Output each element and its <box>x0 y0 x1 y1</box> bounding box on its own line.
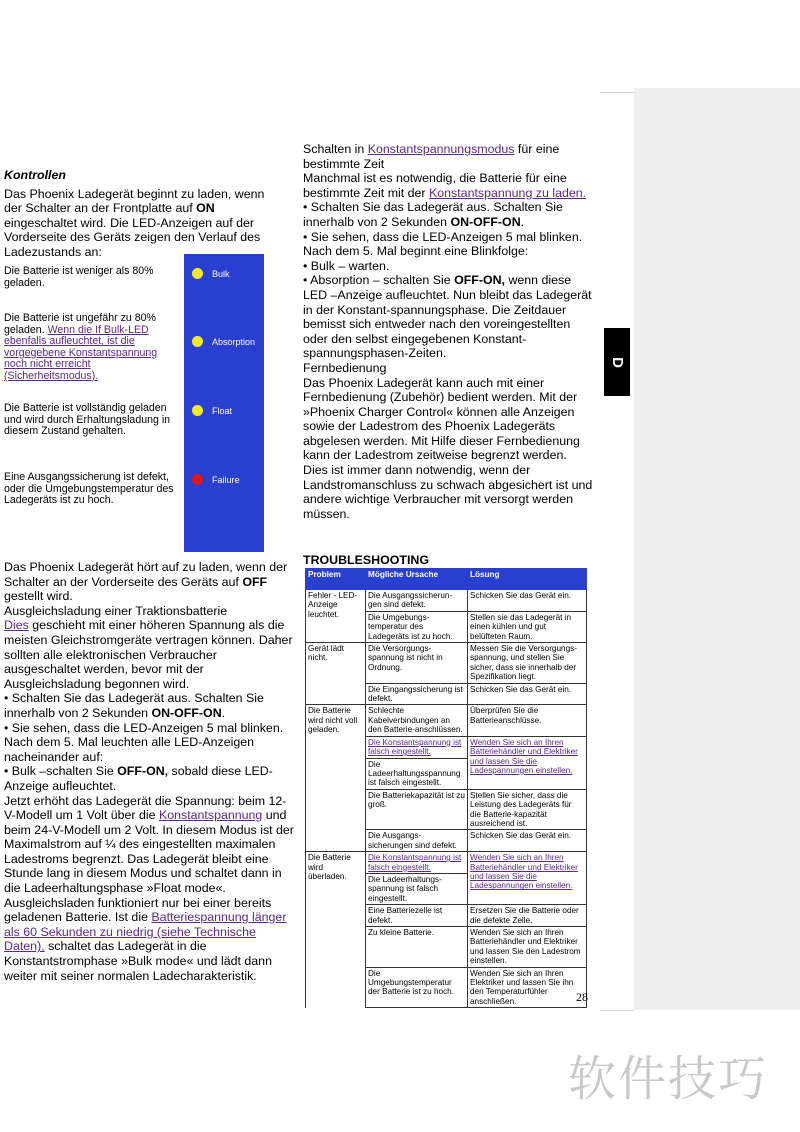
led-absorption-icon <box>192 336 203 347</box>
text: • Schalten Sie das Ladegerät aus. Schalten Sie innerhalb von 2 Sekunden <box>303 200 563 229</box>
cause-cell: Schlechte Kabelverbindungen an den Batterie-anschlüssen. <box>366 705 468 736</box>
off-on-keyword: OFF-ON, <box>117 764 169 779</box>
status-failure-text: Eine Ausgangssicherung ist defekt, oder die Umgebungstemperatur des Ladegeräts ist zu hoch. <box>4 471 174 507</box>
cause-cell: Die Ausgangssicherun-gen sind defekt. <box>366 590 468 612</box>
bullet <box>303 273 593 361</box>
page-edge-line <box>600 92 634 93</box>
bullet: • Sie sehen, dass die LED-Anzeigen 5 mal blinken. Nach dem 5. Mal leuchten alle LED-Anzeigen nacheinander auf: <box>4 720 284 764</box>
text: geschieht mit einer höheren Spannung als die meisten Gleichstromgeräte vertragen können. Daher sollten alle elektronischen Verbraucher ausgeschaltet werden, bevor mit der Ausgleichsladung begonnen wird. <box>4 618 293 691</box>
led-indicator-panel <box>184 254 264 552</box>
text: Manchmal ist es notwendig, die Batterie für eine bestimmte Zeit mit der <box>303 171 567 200</box>
text: und beim 24-V-Modell um 2 Volt. In diesem Modus ist der Maximalstrom auf ¼ des eingestellten maximalen Ladestroms begrenzt. Das Ladegerät bleibt eine Stunde lang in diesem Modus und schaltet dann in die Ladeerhaltungsphase »Float mode«. <box>4 808 294 896</box>
troubleshooting-table <box>305 568 587 1008</box>
cause-cell: Die Eingangssicherung ist defekt. <box>366 683 468 705</box>
cause-cell: Die Batteriekapazität ist zu groß. <box>366 789 468 830</box>
page-number: 28 <box>576 990 588 1004</box>
bullet <box>303 200 593 229</box>
cause-cell-link[interactable]: Die Konstantspannung ist falsch eingestellt. <box>366 736 468 758</box>
header-solution: Lösung <box>468 569 587 590</box>
off-keyword: OFF <box>242 574 268 589</box>
text: Jetzt erhöht das Ladegerät die Spannung: beim 12-V-Modell um 1 Volt über die <box>4 793 287 823</box>
led-failure-icon <box>192 474 203 485</box>
text: schaltet das Ladegerät in die Konstantstromphase »Bulk mode« und lädt dann weiter mit seiner normalen Ladecharakteristik. <box>4 939 272 983</box>
paragraph <box>303 142 593 171</box>
bullet: • Sie sehen, dass die LED-Anzeigen 5 mal blinken. Nach dem 5. Mal beginnt eine Blinkfolge: <box>303 229 583 259</box>
led-row-bulk <box>192 268 230 279</box>
solution-cell: Wenden Sie sich an Ihren Elektriker und lassen Sie ihn den Temperaturfühler anschließen. <box>468 967 587 1008</box>
problem-cell: Fehler - LED-Anzeige leuchtet. <box>306 590 366 643</box>
cause-cell: Die Ladeerhaltungs-spannung ist falsch eingestellt. <box>366 873 468 904</box>
solution-cell: Schicken Sie das Gerät ein. <box>468 590 587 612</box>
led-bulk-label: Bulk <box>212 268 230 279</box>
cause-cell-link[interactable]: Die Konstantspannung ist falsch eingestellt. <box>366 852 468 874</box>
text: . <box>221 705 226 720</box>
led-row-float <box>192 405 232 416</box>
solution-cell: Wenden Sie sich an Ihren Batteriehändler und Elektriker und lassen Sie den Ladestrom einstellen. <box>468 927 587 968</box>
cause-cell: Die Umgebungstemperatur der Batterie ist zu hoch. <box>366 967 468 1008</box>
status-bulk-text: Die Batterie ist weniger als 80% geladen. <box>4 265 154 289</box>
equalize-section <box>4 560 294 983</box>
watermark: 软件技巧 <box>568 1051 769 1107</box>
led-row-failure <box>192 474 240 485</box>
text: Das Phoenix Ladegerät hört auf zu laden, wenn der Schalter an der Vorderseite des Geräts auf <box>4 560 288 589</box>
konstantspannungsmodus-link[interactable]: Konstantspannungsmodus <box>367 142 515 156</box>
cause-cell: Die Ausgangs-sicherungen sind defekt. <box>366 830 468 852</box>
problem-cell: Gerät lädt nicht. <box>306 643 366 705</box>
cause-cell: Die Umgebungs-temperatur des Ladegeräts ist zu hoch. <box>366 611 468 642</box>
cause-cell: Die Ladeerhaltungsspannung ist falsch eingestellt. <box>366 758 468 789</box>
problem-cell: Die Batterie wird nicht voll geladen. <box>306 705 366 852</box>
on-off-on-keyword: ON-OFF-ON <box>151 705 222 720</box>
bullet: • Bulk – warten. <box>303 258 390 273</box>
section-tab-marker <box>604 328 630 396</box>
status-absorption-text <box>4 313 174 383</box>
header-cause: Mögliche Ursache <box>366 569 468 590</box>
solution-cell: Schicken Sie das Gerät ein. <box>468 830 587 852</box>
led-row-absorption <box>192 336 255 347</box>
text: wenn diese LED –Anzeige aufleuchtet. Nun bleibt das Ladegerät in der Konstant-spannungsphase. Die Zeitdauer bemisst sich entweder nach den voreingestellten oder den selbst eingegebenen Konstant-spannungsphasen-Zeiten. <box>303 273 592 361</box>
paragraph <box>4 618 294 691</box>
battery-voltage-link[interactable]: Batteriespannung länger als 60 Sekunden zu niedrig (siehe Technische Daten), <box>4 910 287 954</box>
solution-cell: Messen Sie die Versorgungs-spannung, und stellen Sie sicher, dass sie innerhalb der Spezifikation liegt. <box>468 643 587 684</box>
troubleshooting-title: TROUBLESHOOTING <box>303 553 429 567</box>
page-edge-line <box>600 1010 634 1011</box>
subheading: Fernbedienung <box>303 360 387 375</box>
led-float-label: Float <box>212 405 233 416</box>
cause-cell: Eine Batteriezelle ist defekt. <box>366 905 468 927</box>
text: für eine bestimmte Zeit <box>303 142 560 171</box>
intro-text-2: eingeschaltet wird. Die LED-Anzeigen auf der Vorderseite des Geräts zeigen den Verlauf des Ladezustands an: <box>4 215 261 259</box>
header-problem: Problem <box>306 569 366 590</box>
text: Schalten in <box>303 142 368 156</box>
status-absorption-plain: Die Batterie ist ungefähr zu 80% geladen. <box>4 312 156 336</box>
text: • Bulk –schalten Sie <box>4 764 118 779</box>
led-failure-label: Failure <box>212 474 240 485</box>
solution-cell: Stellen Sie sicher, dass die Leistung des Ladegeräts für die Batterie-kapazität ausreichend ist. <box>468 789 587 830</box>
dies-link[interactable]: Dies <box>4 618 29 633</box>
right-margin-panel <box>634 88 800 1010</box>
on-keyword: ON <box>196 201 215 216</box>
konstantspannung-link[interactable]: Konstantspannung <box>158 808 263 823</box>
status-absorption-link[interactable]: Wenn die If Bulk-LED ebenfalls aufleuchtet, ist die vorgegebene Konstantspannung noch nicht erreicht (Sicherheitsmodus). <box>4 323 158 382</box>
section-heading: Kontrollen <box>4 168 66 182</box>
cause-cell: Zu kleine Batterie. <box>366 927 468 968</box>
section-tab-letter: D <box>608 356 626 368</box>
paragraph: Das Phoenix Ladegerät kann auch mit einer Fernbedienung (Zubehör) bedient werden. Mit der »Phoenix Charger Control« können alle Anzeigen sowie der Ladestrom des Phoenix Ladegeräts abgelesen werden. Mit Hilfe dieser Fernbedienung kann der Ladestrom zeitweise begrenzt werden. Dies ist immer dann notwendig, wenn der Landstromanschluss zu schwach abgesichert ist und andere wichtige Verbraucher mit versorgt werden müssen. <box>303 375 593 521</box>
problem-cell: Die Batterie wird überladen. <box>306 852 366 1008</box>
text: Ausgleichsladen funktioniert nur bei einer bereits geladenen Batterie. Ist die <box>4 895 272 925</box>
text: gestellt wird. <box>4 589 73 604</box>
table-header-row <box>306 569 587 590</box>
text: sobald diese LED-Anzeige aufleuchtet. <box>4 764 273 793</box>
controls-section <box>4 168 276 260</box>
table-row <box>306 643 587 684</box>
solution-cell-link[interactable]: Wenden Sie sich an Ihren Batteriehändler und Elektriker und lassen Sie die Ladespannungen einstellen. <box>468 852 587 905</box>
konstantspannung-laden-link[interactable]: Konstantspannung zu laden. <box>429 185 587 200</box>
intro-text: Das Phoenix Ladegerät beginnt zu laden, wenn der Schalter an der Frontplatte auf <box>4 186 265 216</box>
text: . <box>520 214 525 229</box>
table-row <box>306 852 587 874</box>
solution-cell-link[interactable]: Wenden Sie sich an Ihren Batteriehändler und Elektriker und lassen Sie die Ladespannungen einstellen. <box>468 736 587 789</box>
paragraph <box>4 560 294 604</box>
text: • Schalten Sie das Ladegerät aus. Schalten Sie innerhalb von 2 Sekunden <box>4 691 264 720</box>
led-absorption-label: Absorption <box>212 336 256 347</box>
bullet <box>4 691 294 720</box>
subheading: Ausgleichsladung einer Traktionsbatterie <box>4 603 228 618</box>
led-bulk-icon <box>192 268 203 279</box>
paragraph <box>4 896 294 984</box>
cause-cell: Die Versorgungs-spannung ist nicht in Ordnung. <box>366 643 468 684</box>
on-off-on-keyword: ON-OFF-ON <box>450 214 521 229</box>
led-float-icon <box>192 405 203 416</box>
status-float-text: Die Batterie ist vollständig geladen und wird durch Erhaltungsladung in diesem Zustand gehalten. <box>4 402 171 438</box>
paragraph <box>4 794 294 896</box>
intro-paragraph <box>4 187 276 260</box>
table-row <box>306 590 587 612</box>
off-on-keyword: OFF-ON, <box>454 273 505 288</box>
paragraph <box>303 171 593 200</box>
solution-cell: Schicken Sie das Gerät ein. <box>468 683 587 705</box>
table-row <box>306 705 587 736</box>
solution-cell: Stellen sie das Ladegerät in einen kühlen und gut belüfteten Raum. <box>468 611 587 642</box>
solution-cell: Überprüfen Sie die Batterieanschlüsse. <box>468 705 587 736</box>
text: • Absorption – schalten Sie <box>303 273 455 288</box>
solution-cell: Ersetzen Sie die Batterie oder die defekte Zelle. <box>468 905 587 927</box>
bullet <box>4 764 294 793</box>
right-column <box>303 142 593 521</box>
